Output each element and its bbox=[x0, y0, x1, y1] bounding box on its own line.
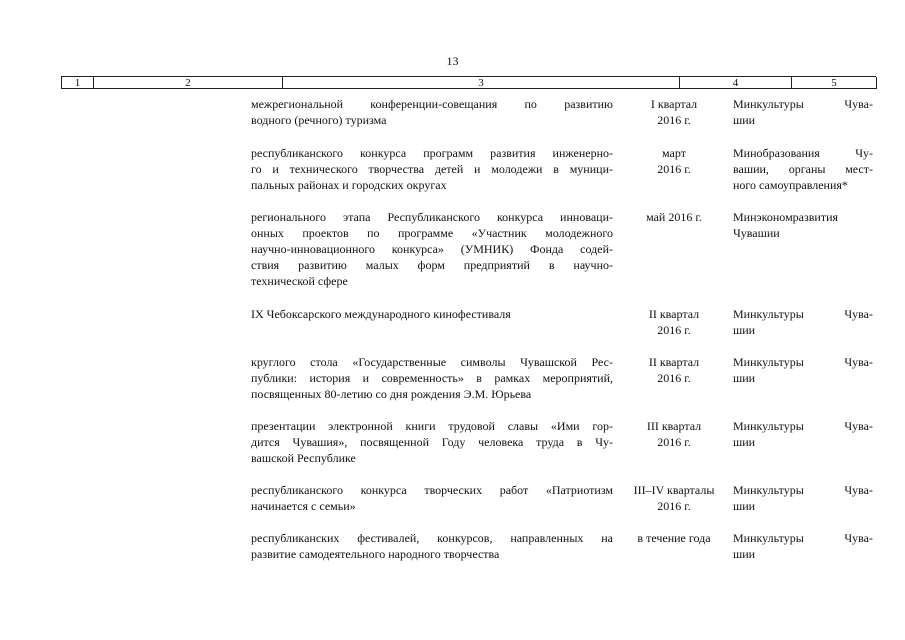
responsible-text-line: Минэкономразвития bbox=[733, 210, 839, 224]
term-text bbox=[618, 530, 730, 546]
responsible-text bbox=[733, 145, 873, 193]
event-text bbox=[251, 145, 613, 193]
event-text-line: республиканского конкурса творческих работ «Патриотизм bbox=[251, 483, 613, 497]
event-text-line: посвященных 80-летию со дня рождения Э.М. Юрьева bbox=[251, 387, 532, 401]
term-text-line: II квартал bbox=[648, 355, 700, 369]
event-text-line: начинается с семьи» bbox=[251, 499, 356, 513]
term-text-line: май 2016 г. bbox=[646, 210, 702, 224]
responsible-text-line: шии bbox=[733, 547, 756, 561]
event-text-line: межрегиональной конференции-совещания по развитию bbox=[251, 97, 613, 111]
term-text-line: 2016 г. bbox=[657, 499, 691, 513]
responsible-text-line: шии bbox=[733, 499, 756, 513]
event-text-line: онных проектов по программе «Участник молодежного bbox=[251, 226, 613, 240]
event-text bbox=[251, 306, 613, 322]
event-text-line: развитие самодеятельного народного творчества bbox=[251, 547, 500, 561]
responsible-text-line: вашии, органы мест- bbox=[733, 162, 873, 176]
term-text bbox=[618, 306, 730, 338]
term-text bbox=[618, 96, 730, 128]
event-text bbox=[251, 418, 613, 466]
responsible-text-line: шии bbox=[733, 113, 756, 127]
event-text bbox=[251, 354, 613, 402]
term-text-line: III квартал bbox=[646, 419, 702, 433]
event-text-line: IX Чебоксарского международного кинофестиваля bbox=[251, 307, 511, 321]
responsible-text-line: шии bbox=[733, 323, 756, 337]
responsible-text bbox=[733, 418, 873, 450]
event-text-line: научно-инновационного конкурса» (УМНИК) Фонда содей- bbox=[251, 242, 613, 256]
term-text bbox=[618, 418, 730, 450]
responsible-text-line: Минкультуры Чува- bbox=[733, 531, 873, 545]
responsible-text-line: Минобразования Чу- bbox=[733, 146, 873, 160]
term-text-line: 2016 г. bbox=[657, 162, 691, 176]
term-text-line: март bbox=[662, 146, 686, 160]
header-col-1: 1 bbox=[62, 77, 94, 89]
term-text bbox=[618, 482, 730, 514]
event-text-line: технической сфере bbox=[251, 274, 348, 288]
term-text-line: I квартал bbox=[650, 97, 698, 111]
responsible-text bbox=[733, 482, 873, 514]
term-text-line: 2016 г. bbox=[657, 323, 691, 337]
responsible-text-line: шии bbox=[733, 435, 756, 449]
event-text-line: презентации электронной книги трудовой славы «Ими гор- bbox=[251, 419, 613, 433]
event-text-line: круглого стола «Государственные символы Чувашской Рес- bbox=[251, 355, 613, 369]
event-text bbox=[251, 209, 613, 289]
term-text-line: 2016 г. bbox=[657, 113, 691, 127]
event-text-line: вашской Республике bbox=[251, 451, 356, 465]
event-text-line: ствия развитию малых форм предприятий в научно- bbox=[251, 258, 613, 272]
responsible-text-line: Минкультуры Чува- bbox=[733, 483, 873, 497]
event-text-line: публики: история и современность» в рамках мероприятий, bbox=[251, 371, 613, 385]
event-text bbox=[251, 96, 613, 128]
event-text bbox=[251, 482, 613, 514]
responsible-text-line: Минкультуры Чува- bbox=[733, 419, 873, 433]
term-text-line: в течение года bbox=[637, 531, 711, 545]
term-text-line: III–IV кварталы bbox=[633, 483, 715, 497]
responsible-text bbox=[733, 354, 873, 386]
responsible-text-line: Чувашии bbox=[733, 226, 780, 240]
header-col-4: 4 bbox=[680, 77, 792, 89]
responsible-text-line: Минкультуры Чува- bbox=[733, 307, 873, 321]
responsible-text bbox=[733, 96, 873, 128]
term-text-line: II квартал bbox=[648, 307, 700, 321]
event-text bbox=[251, 530, 613, 562]
event-text-line: водного (речного) туризма bbox=[251, 113, 387, 127]
event-text-line: го и технического творчества детей и молодежи в муници- bbox=[251, 162, 613, 176]
header-col-5: 5 bbox=[792, 77, 877, 89]
event-text-line: республиканского конкурса программ развития инженерно- bbox=[251, 146, 613, 160]
event-text-line: дится Чувашия», посвященной Году человека труда в Чу- bbox=[251, 435, 613, 449]
header-col-3: 3 bbox=[283, 77, 680, 89]
term-text-line: 2016 г. bbox=[657, 435, 691, 449]
table-header bbox=[61, 76, 876, 89]
page-number: 13 bbox=[446, 54, 459, 68]
term-text bbox=[618, 145, 730, 177]
responsible-text-line: ного самоуправления* bbox=[733, 178, 848, 192]
event-text-line: регионального этапа Республиканского конкурса инноваци- bbox=[251, 210, 613, 224]
responsible-text bbox=[733, 530, 873, 562]
responsible-text bbox=[733, 306, 873, 338]
responsible-text-line: Минкультуры Чува- bbox=[733, 97, 873, 111]
responsible-text bbox=[733, 209, 873, 241]
term-text bbox=[618, 354, 730, 386]
term-text bbox=[618, 209, 730, 225]
responsible-text-line: шии bbox=[733, 371, 756, 385]
event-text-line: пальных районах и городских округах bbox=[251, 178, 447, 192]
header-col-2: 2 bbox=[94, 77, 283, 89]
term-text-line: 2016 г. bbox=[657, 371, 691, 385]
responsible-text-line: Минкультуры Чува- bbox=[733, 355, 873, 369]
event-text-line: республиканских фестивалей, конкурсов, направленных на bbox=[251, 531, 613, 545]
